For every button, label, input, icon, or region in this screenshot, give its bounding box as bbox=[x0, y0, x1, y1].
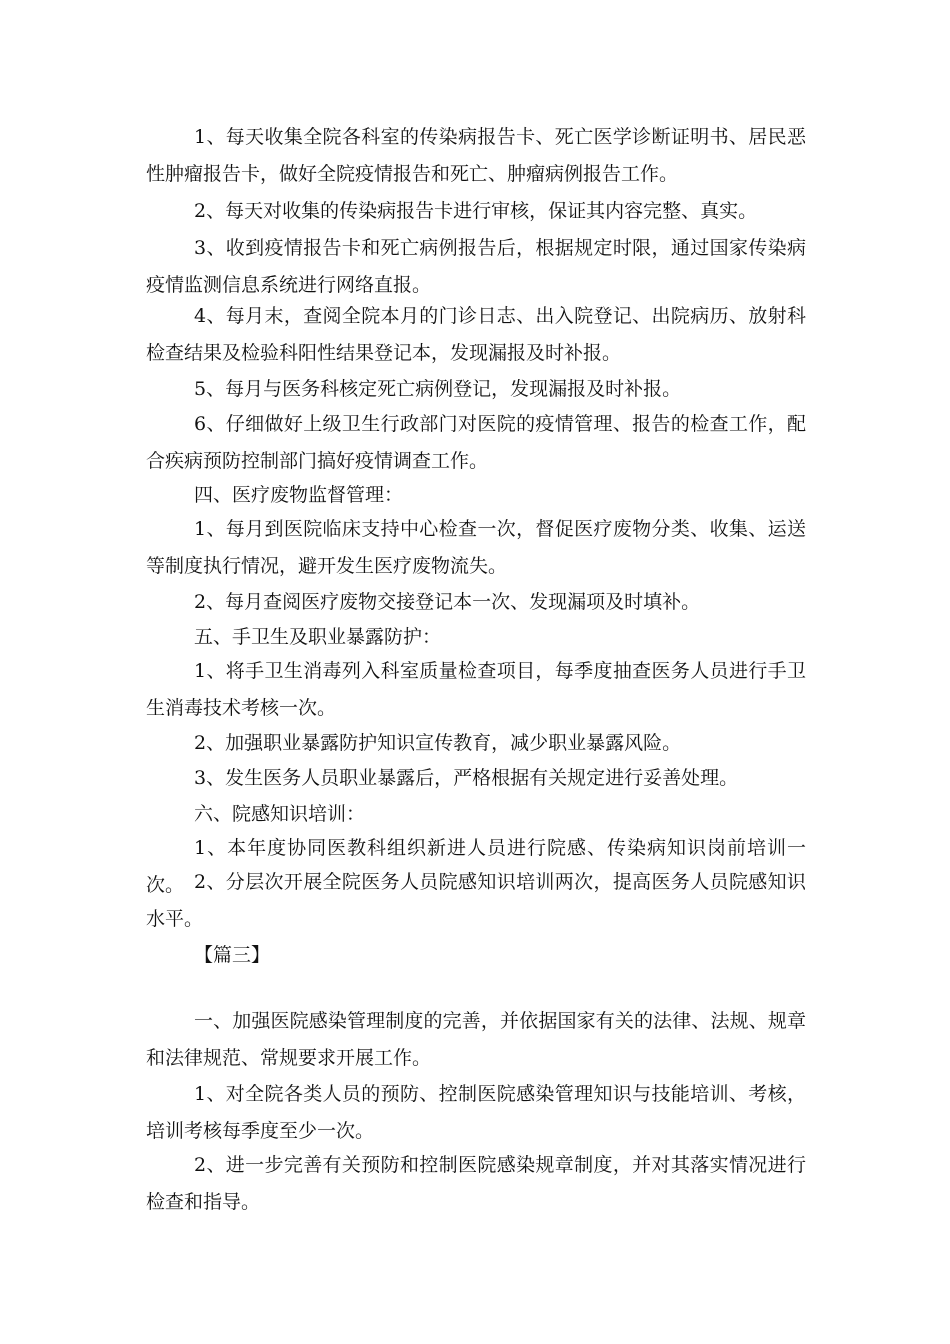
paragraph: 1、本年度协同医教科组织新进人员进行院感、传染病知识岗前培训一次。 bbox=[146, 837, 806, 896]
section-heading: 六、院感知识培训： bbox=[194, 803, 366, 825]
paragraph: 3、发生医务人员职业暴露后，严格根据有关规定进行妥善处理。 bbox=[194, 767, 739, 789]
section-heading: 四、医疗废物监督管理： bbox=[194, 484, 404, 506]
section-heading: 五、手卫生及职业暴露防护： bbox=[194, 626, 442, 648]
paragraph: 2、加强职业暴露防护知识宣传教育，减少职业暴露风险。 bbox=[194, 732, 682, 754]
paragraph: 2、进一步完善有关预防和控制医院感染规章制度，并对其落实情况进行检查和指导。 bbox=[146, 1154, 806, 1213]
paragraph: 4、每月末，查阅全院本月的门诊日志、出入院登记、出院病历、放射科检查结果及检验科阳性结果登记本，发现漏报及时补报。 bbox=[146, 305, 806, 364]
paragraph: 2、每天对收集的传染病报告卡进行审核，保证其内容完整、真实。 bbox=[194, 200, 758, 222]
paragraph: 5、每月与医务科核定死亡病例登记，发现漏报及时补报。 bbox=[194, 378, 682, 400]
paragraph: 2、分层次开展全院医务人员院感知识培训两次，提高医务人员院感知识水平。 bbox=[146, 871, 806, 930]
paragraph: 3、收到疫情报告卡和死亡病例报告后，根据规定时限，通过国家传染病疫情监测信息系统进行网络直报。 bbox=[146, 237, 806, 296]
paragraph: 1、对全院各类人员的预防、控制医院感染管理知识与技能培训、考核，培训考核每季度至少一次。 bbox=[146, 1083, 806, 1142]
paragraph: 1、每天收集全院各科室的传染病报告卡、死亡医学诊断证明书、居民恶性肿瘤报告卡，做好全院疫情报告和死亡、肿瘤病例报告工作。 bbox=[146, 126, 806, 185]
paragraph: 1、将手卫生消毒列入科室质量检查项目，每季度抽查医务人员进行手卫生消毒技术考核一次。 bbox=[146, 660, 806, 719]
section-title: 【篇三】 bbox=[194, 944, 271, 966]
paragraph: 2、每月查阅医疗废物交接登记本一次、发现漏项及时填补。 bbox=[194, 591, 701, 613]
paragraph: 1、每月到医院临床支持中心检查一次，督促医疗废物分类、收集、运送等制度执行情况，避开发生医疗废物流失。 bbox=[146, 518, 806, 577]
paragraph: 一、加强医院感染管理制度的完善，并依据国家有关的法律、法规、规章和法律规范、常规要求开展工作。 bbox=[146, 1010, 806, 1069]
paragraph: 6、仔细做好上级卫生行政部门对医院的疫情管理、报告的检查工作，配合疾病预防控制部门搞好疫情调查工作。 bbox=[146, 413, 806, 472]
